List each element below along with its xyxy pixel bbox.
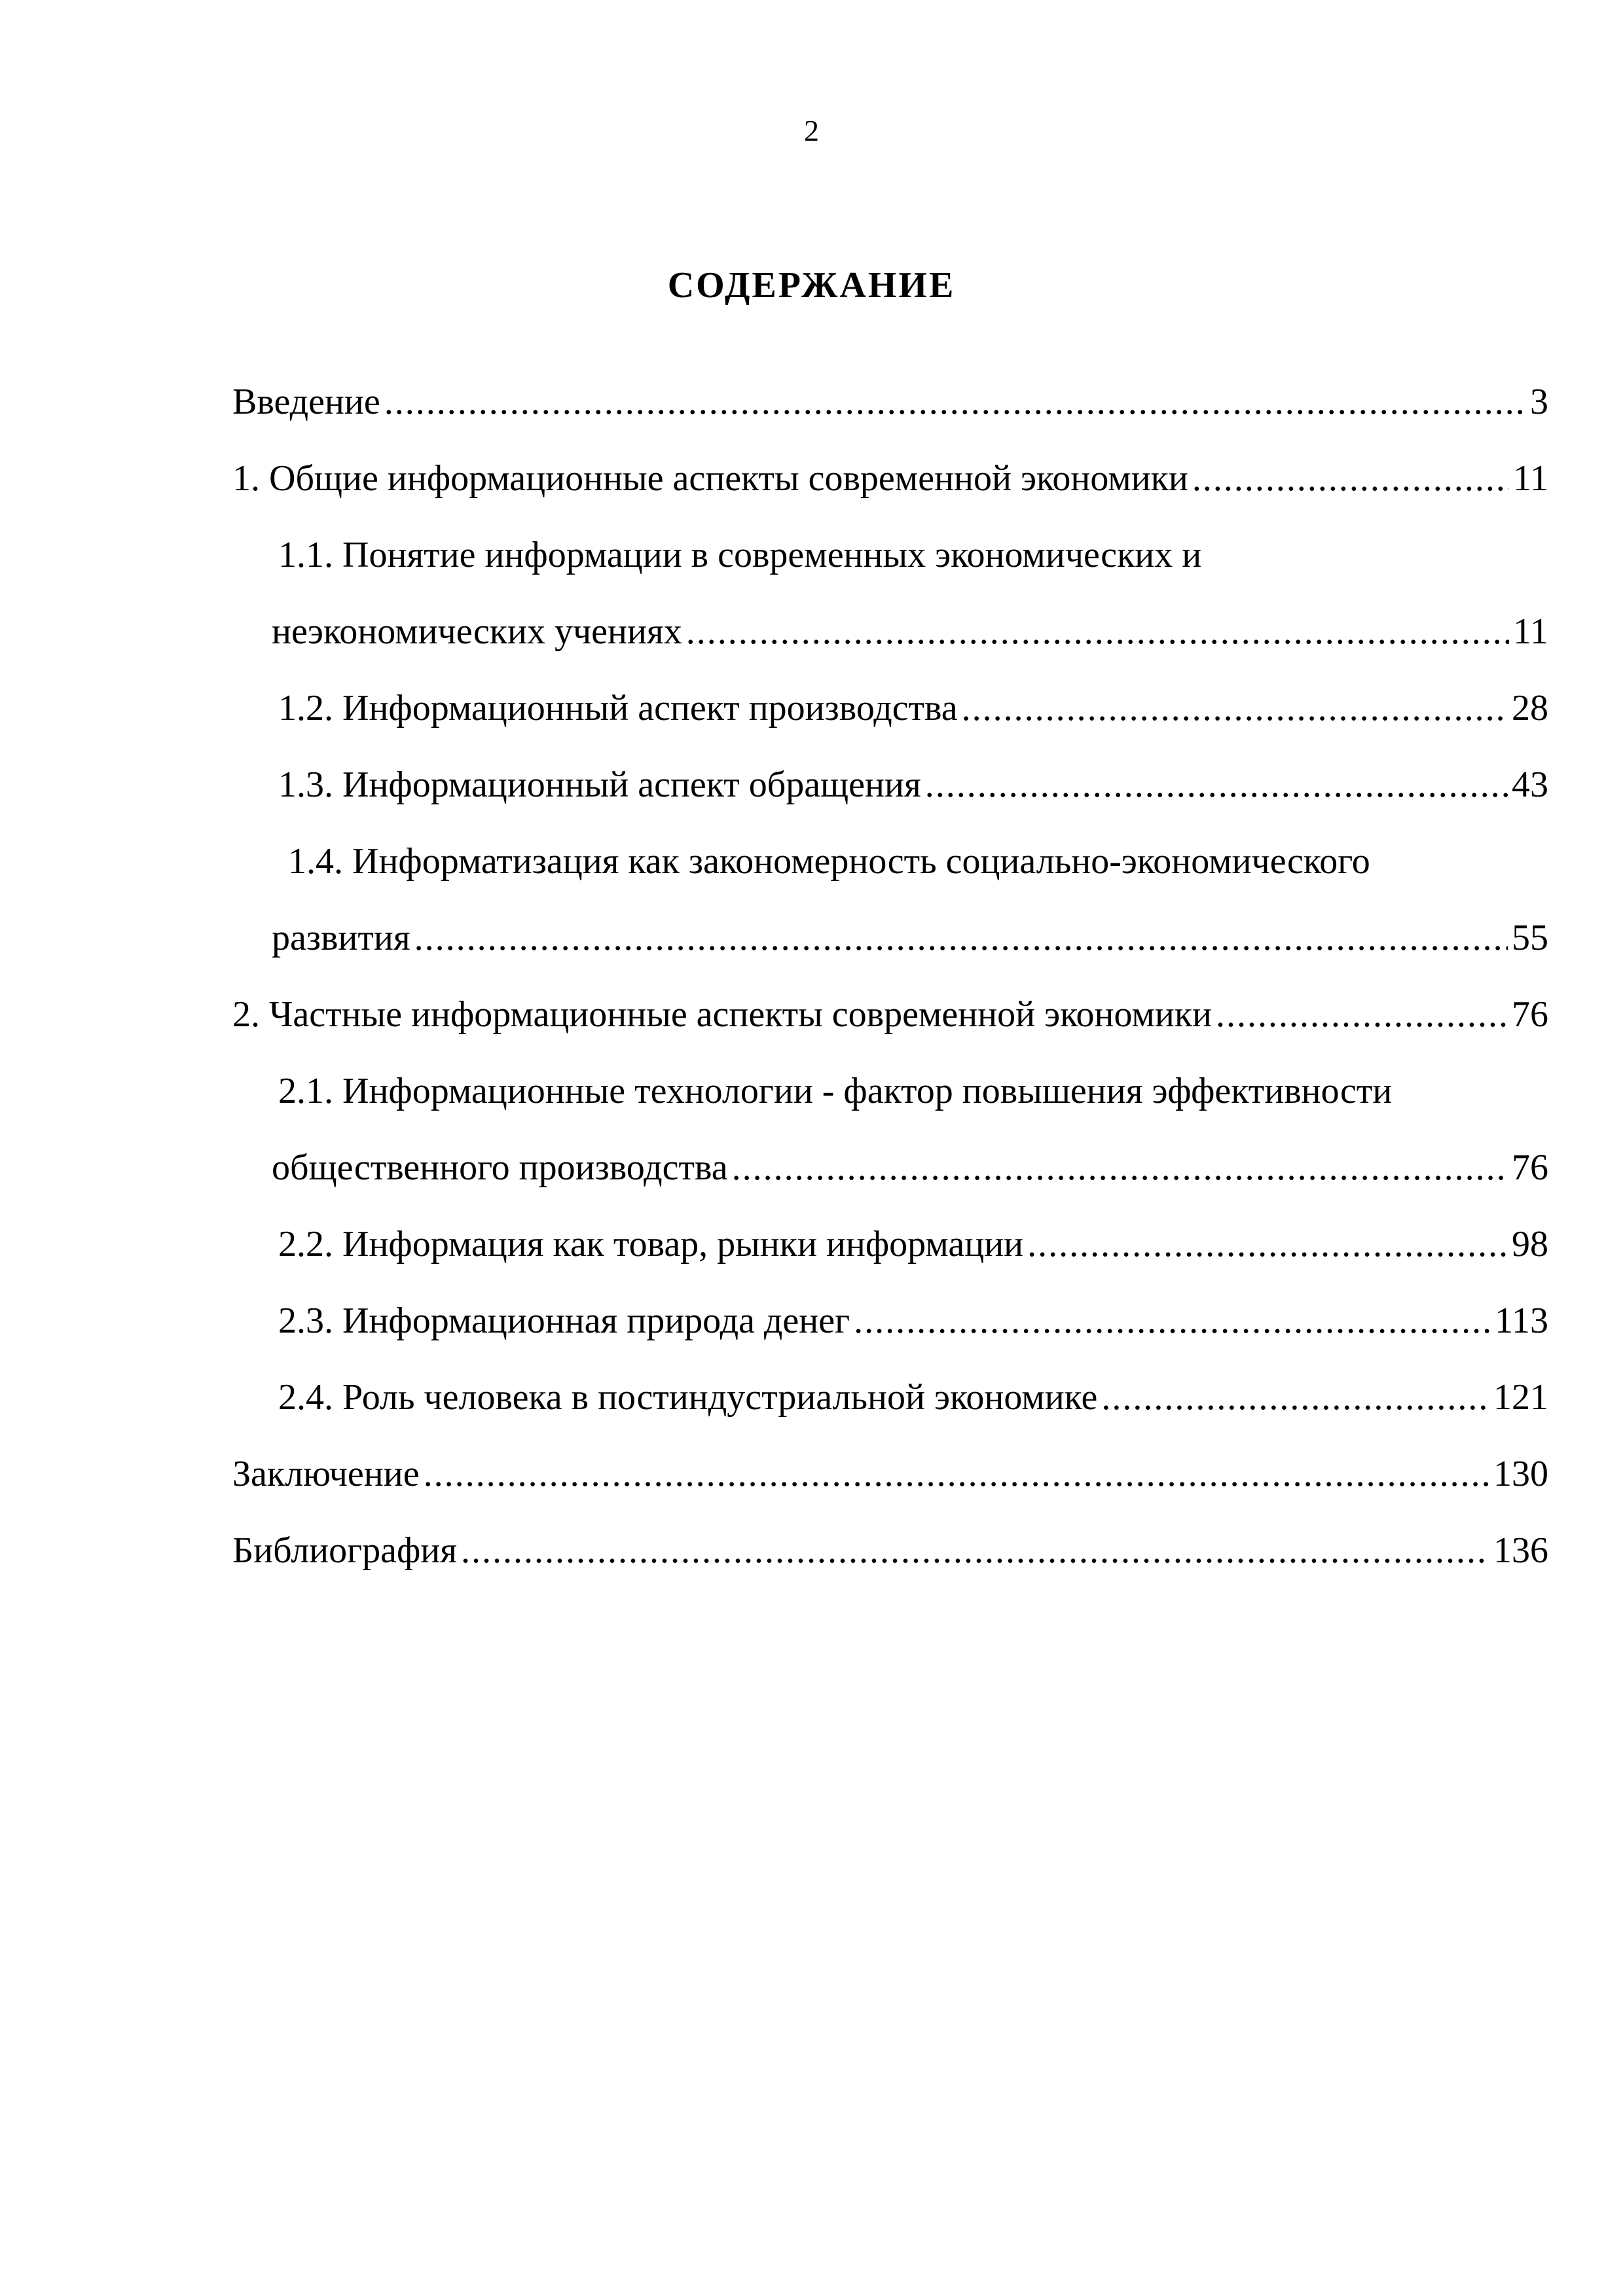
toc-entry-introduction[interactable] [232,378,1548,455]
toc-entry-chapter-1[interactable] [232,455,1548,531]
toc-entry-page: 43 [1512,764,1548,805]
toc-entry-section-1-4-continued[interactable] [232,914,1548,991]
dot-leader [854,1297,1491,1344]
toc-entry-page: 11 [1513,458,1548,499]
dot-leader [384,378,1526,425]
toc-entry-bibliography[interactable] [232,1527,1548,1604]
toc-entry-page: 55 [1512,918,1548,958]
toc-entry-section-1-4[interactable] [232,838,1548,914]
toc-entry-label: неэкономических учениях [272,611,682,652]
toc-entry-label: 2.3. Информационная природа денег [278,1300,850,1341]
dot-leader [925,761,1508,808]
toc-entry-section-2-1[interactable] [232,1067,1548,1144]
toc-entry-page: 113 [1495,1300,1548,1341]
toc-entry-label: 1.1. Понятие информации в современных экономических и [278,535,1202,575]
page-number: 2 [804,114,819,147]
toc-entry-section-1-2[interactable] [232,685,1548,761]
toc-entry-label: Введение [232,382,380,422]
toc-entry-label: 1.3. Информационный аспект обращения [278,764,921,805]
toc-entry-section-1-1-continued[interactable] [232,608,1548,685]
dot-leader [1216,991,1508,1038]
toc-entry-section-2-4[interactable] [232,1374,1548,1450]
toc-entry-section-2-2[interactable] [232,1221,1548,1297]
table-of-contents [232,378,1548,1604]
toc-entry-label: Заключение [232,1454,420,1494]
toc-entry-label: общественного производства [272,1147,728,1188]
toc-entry-label: 1.2. Информационный аспект производства [278,688,958,728]
toc-entry-label: 2.4. Роль человека в постиндустриальной экономике [278,1377,1098,1418]
toc-entry-section-1-1[interactable] [232,531,1548,608]
toc-entry-label: Библиография [232,1530,457,1571]
toc-entry-label: 1.4. Информатизация как закономерность социально-экономического [288,841,1370,882]
toc-entry-label: 2. Частные информационные аспекты современной экономики [232,994,1213,1035]
toc-entry-label: 2.2. Информация как товар, рынки информации [278,1224,1024,1265]
toc-entry-chapter-2[interactable] [232,991,1548,1067]
dot-leader [732,1144,1508,1191]
toc-entry-label: 1. Общие информационные аспекты современной экономики [232,458,1188,499]
dot-leader [686,608,1509,655]
dot-leader [1027,1221,1508,1268]
dot-leader [1192,455,1509,502]
toc-entry-page: 121 [1493,1377,1548,1418]
dot-leader [461,1527,1489,1574]
toc-entry-section-2-1-continued[interactable] [232,1144,1548,1221]
toc-entry-label: развития [272,918,410,958]
toc-entry-conclusion[interactable] [232,1450,1548,1527]
toc-entry-page: 136 [1493,1530,1548,1571]
toc-entry-page: 28 [1512,688,1548,728]
dot-leader [962,685,1508,732]
toc-entry-page: 76 [1512,1147,1548,1188]
toc-entry-page: 76 [1512,994,1548,1035]
toc-entry-page: 130 [1493,1454,1548,1494]
toc-entry-label: 2.1. Информационные технологии - фактор повышения эффективности [278,1071,1393,1111]
toc-entry-page: 98 [1512,1224,1548,1265]
toc-entry-section-1-3[interactable] [232,761,1548,838]
dot-leader [424,1450,1489,1498]
page-title: СОДЕРЖАНИЕ [667,265,956,306]
dot-leader [414,914,1508,961]
toc-entry-section-2-3[interactable] [232,1297,1548,1374]
toc-entry-page: 3 [1530,382,1548,422]
dot-leader [1101,1374,1489,1421]
toc-entry-page: 11 [1513,611,1548,652]
